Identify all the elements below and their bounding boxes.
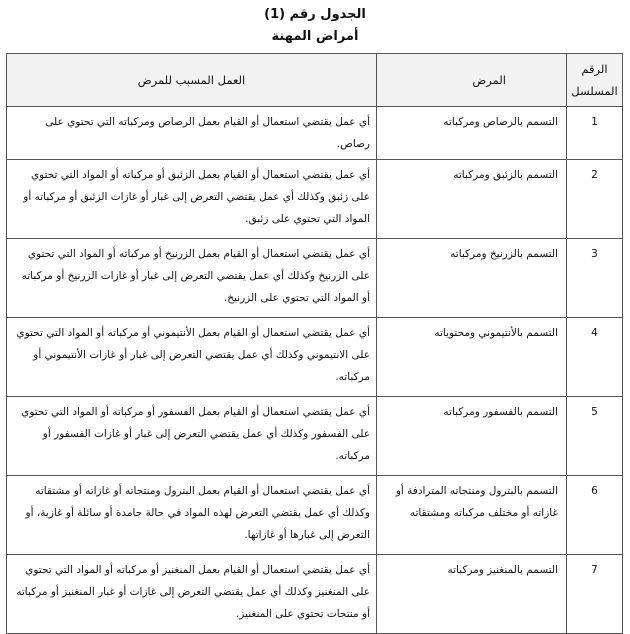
row-work: أي عمل يقتضي استعمال أو القيام بعمل الرصاص ومركباته التي تحتوي على رصاص. [7,107,377,160]
table-row [7,555,623,634]
row-work: أي عمل يقتضي استعمال أو القيام بعمل الزئبق أو مركباته أو المواد التي تحتوي على زئبق وكذلك أي عمل يقتضي التعرض إلى غبار أو غازات الزئبق أو مركباته أو المواد التي تحتوي على زئبق. [7,160,377,239]
table-number-heading: الجدول رقم (1) [264,7,366,22]
row-number: 5 [567,397,623,476]
row-disease: التسمم بالرصاص ومركباته [377,107,567,160]
table-row [7,318,623,397]
row-number: 4 [567,318,623,397]
table-header-row [7,54,623,107]
header-work: العمل المسبب للمرض [7,54,377,107]
header-disease: المرض [377,54,567,107]
row-work: أي عمل يقتضي استعمال أو القيام بعمل الأنتيموني أو مركباته أو المواد التي تحتوي على الانتيموني وكذلك أي عمل يقتضي التعرض إلى غبار أو غازات الأنتيموني أو مركباته. [7,318,377,397]
row-number: 2 [567,160,623,239]
header-serial: الرقم المسلسل [567,54,623,107]
row-number: 3 [567,239,623,318]
table-row [7,160,623,239]
row-number: 6 [567,476,623,555]
row-disease: التسمم بالزرنيخ ومركباته [377,239,567,318]
table-row [7,107,623,160]
occupational-diseases-table [6,53,623,634]
row-disease: التسمم بالزئبق ومركباته [377,160,567,239]
row-disease: التسمم بالمنغنيز ومركباته [377,555,567,634]
table-row [7,397,623,476]
table-row [7,239,623,318]
row-disease: التسمم بالبترول ومنتجاته المترادفة أو غازاته أو مختلف مركباته ومشتقاته [377,476,567,555]
row-work: أي عمل يقتضي استعمال أو القيام بعمل البترول ومنتجاته أو غازاته أو مشتقاته وكذلك أي عمل يقتضي التعرض لهذه المواد في حالة جامدة أو سائلة أو غازية، أو التعرض إلى غبارها أو غازاتها. [7,476,377,555]
row-disease: التسمم بالفسفور ومركباته [377,397,567,476]
table-row [7,476,623,555]
row-work: أي عمل يقتضي استعمال أو القيام بعمل المنغنيز أو مركباته أو المواد التي تحتوي على المنغنيز وكذلك أي عمل يقتضي التعرض إلى غازات أو غبار المنغنيز أو مركباته أو منتجات تحتوي على المنغنيز. [7,555,377,634]
row-work: أي عمل يقتضي استعمال أو القيام بعمل الزرنيخ أو مركباته أو المواد التي تحتوي على الزرنيخ وكذلك أي عمل يقتضي التعرض إلى غبار أو غازات الزرنيخ أو مركباته أو المواد التي تحتوي على الزرنيخ. [7,239,377,318]
row-number: 7 [567,555,623,634]
row-number: 1 [567,107,623,160]
table-title: أمراض المهنة [271,29,359,44]
row-disease: التسمم بالأنتيموني ومحتوياته [377,318,567,397]
row-work: أي عمل يقتضي استعمال أو القيام بعمل الفسفور أو مركباته أو المواد التي تحتوي على الفسفور وكذلك أي عمل يقتضي التعرض إلى غبار أو غازات الفسفور أو مركباته. [7,397,377,476]
